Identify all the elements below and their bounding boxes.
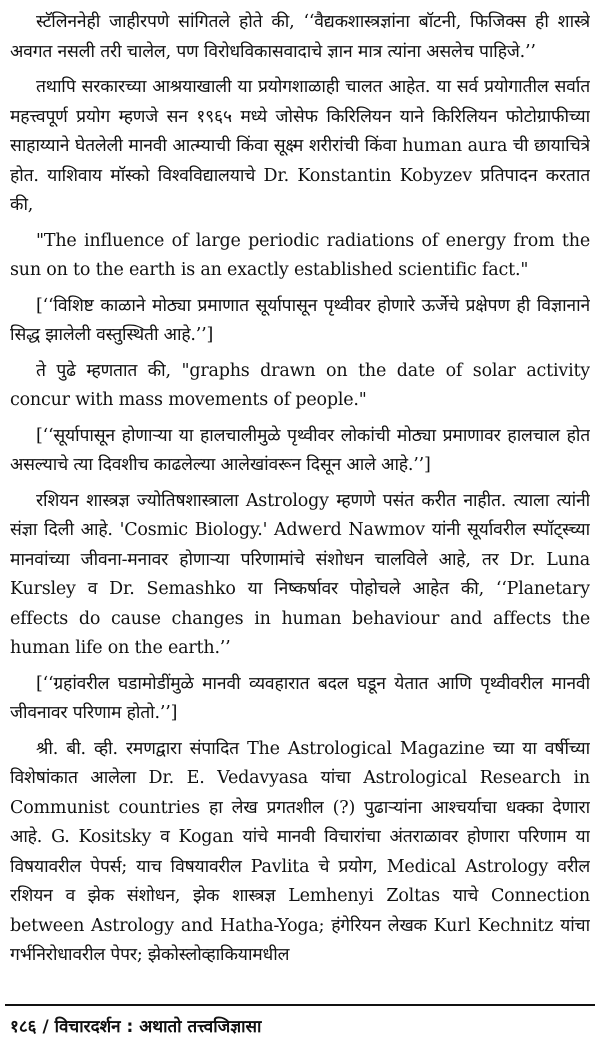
paragraph-stalin-quote: स्टॅलिननेही जाहीरपणे सांगितले होते की, ‘‘वैद्यकशास्त्रज्ञांना बॉटनी, फिजिक्स ही शास्त्रे अवगत नसली तरी चालेल, पण विरोधविकासवादाचे ज्ञान मात्र त्यांना असलेच पाहिजे.’’ (10, 12, 590, 62)
paragraph-cosmic-biology: रशियन शास्त्रज्ञ ज्योतिषशास्त्राला Astrology म्हणणे पसंत करीत नाहीत. त्याला त्यांनी संज्ञा दिली आहे. 'Cosmic Biology.' Adwerd Nawmov यांनी सूर्यावरील स्पॉट्स्च्या मानवांच्या जीवना-मनावर होणाऱ्या परिणामांचे संशोधन चालविले आहे, तर Dr. Luna Kursley व Dr. Semashko या निष्कर्षावर पोहोचले आहेत की, ‘‘Planetary effects do cause changes in human behaviour and affects the human life on the earth.’’ (10, 490, 590, 658)
paragraph-translation-planetary: [‘‘ग्रहांवरील घडामोडींमुळे मानवी व्यवहारात बदल घडून येतात आणि पृथ्वीवरील मानवी जीवनावर परिणाम होतो.’’] (10, 673, 590, 723)
paragraph-english-quote-sun: "The influence of large periodic radiations of energy from the sun on to the earth is an exactly established scientific fact." (10, 230, 590, 280)
paragraph-astrological-magazine: श्री. बी. व्ही. रमणद्वारा संपादित The Astrological Magazine च्या या वर्षीच्या विशेषांकात आलेला Dr. E. Vedavyasa यांचा Astrological Research in Communist countries हा लेख प्रगतशील (?) पुढाऱ्यांना आश्चर्याचा धक्का देणारा आहे. G. Kositsky व Kogan यांचे मानवी विचारांचा अंतराळावर होणारा परिणाम या विषयावरील पेपर्स; याच विषयावरील Pavlita चे प्रयोग, Medical Astrology वरील रशियन व झेक संशोधन, झेक शास्त्रज्ञ Lemhenyi Zoltas याचे Connection between Astrology and Hatha-Yoga; हंगेरियन लेखक Kurl Kechnitz यांचा गर्भनिरोधावरील पेपर; झेकोस्लोव्हाकियामधील (10, 738, 590, 965)
paragraph-translation-graphs: [‘‘सूर्यापासून होणाऱ्या या हालचालीमुळे पृथ्वीवर लोकांची मोठ्या प्रमाणावर हालचाल होत असल्याचे त्या दिवशीच काढलेल्या आलेखांवरून दिसून आले आहे.’’] (10, 425, 590, 475)
footer-divider (5, 1004, 595, 1006)
page-footer: १८६ / विचारदर्शन : अथातो तत्त्वजिज्ञासा (10, 1017, 262, 1037)
paragraph-translation-sun: [‘‘विशिष्ट काळाने मोठ्या प्रमाणात सूर्यापासून पृथ्वीवर होणारे ऊर्जेचे प्रक्षेपण ही विज्ञानाने सिद्ध झालेली वस्तुस्थिती आहे.’’] (10, 295, 590, 345)
page-body (10, 8, 590, 1008)
paragraph-graphs-quote: ते पुढे म्हणतात की, "graphs drawn on the date of solar activity concur with mass movements of people." (10, 360, 590, 410)
paragraph-kirlian: तथापि सरकारच्या आश्रयाखाली या प्रयोगशाळाही चालत आहेत. या सर्व प्रयोगातील सर्वात महत्त्वपूर्ण प्रयोग म्हणजे सन १९६५ मध्ये जोसेफ किरिलियन याने किरिलियन फोटोग्राफीच्या साहाय्याने घेतलेली मानवी आत्म्याची किंवा सूक्ष्म शरीरांची किंवा human aura ची छायाचित्रे होत. याशिवाय मॉस्को विश्वविद्यालयाचे Dr. Konstantin Kobyzev प्रतिपादन करतात की, (10, 77, 590, 215)
